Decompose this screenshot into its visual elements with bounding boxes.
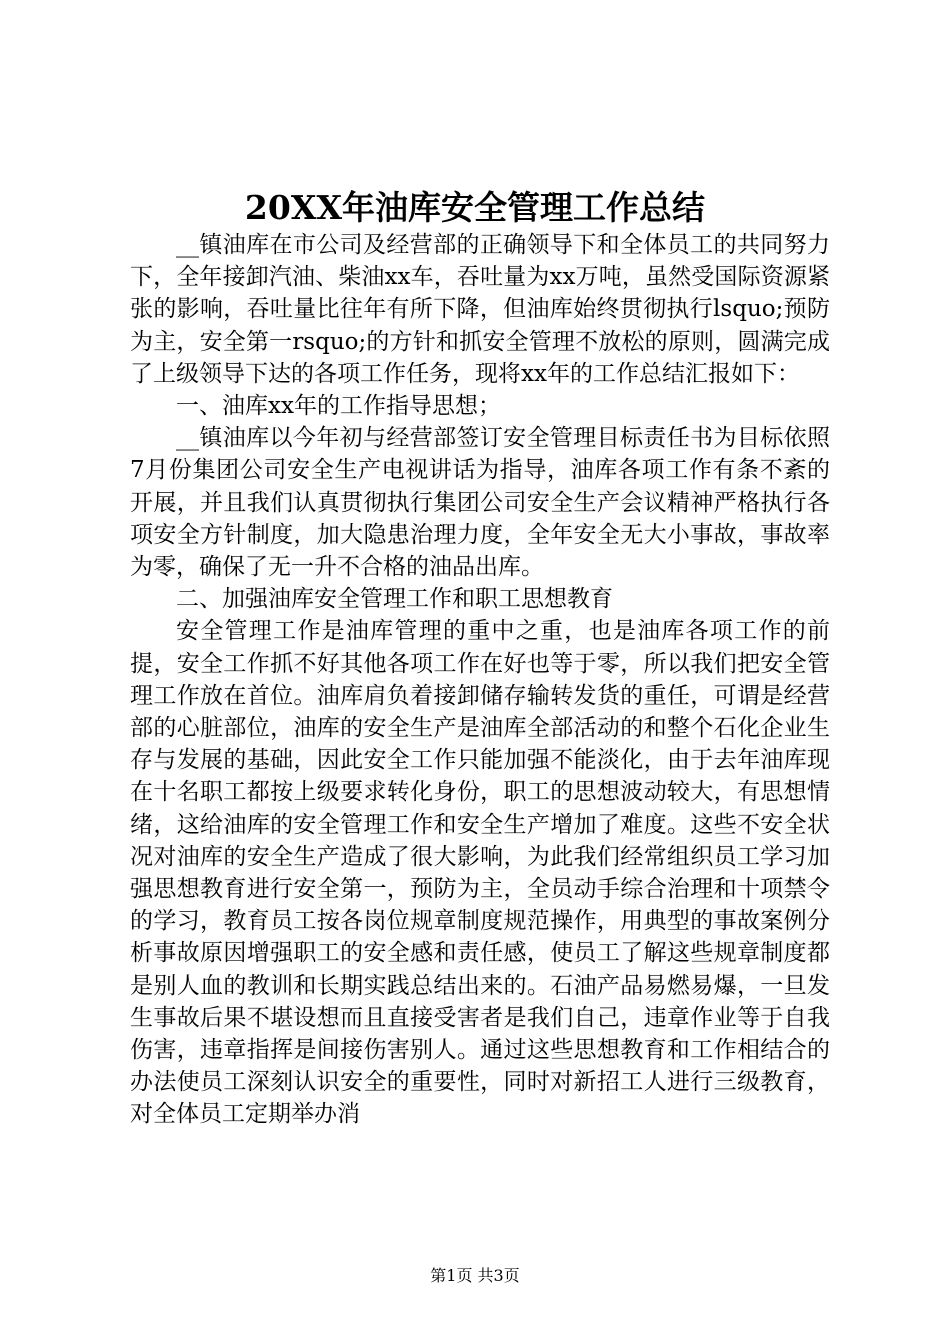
section-heading-2: 二、加强油库安全管理工作和职工思想教育 [176,586,613,613]
paragraph-section-1: __镇油库以今年初与经营部签订安全管理目标责任书为目标依照7月份集团公司安全生产电视讲话为指导，油库各项工作有条不紊的开展，并且我们认真贯彻执行集团公司安全生产会议精神严格执行各项安全方针制度，加大隐患治理力度，全年安全无大小事故，事故率为零，确保了无一升不合格的油品出库。 [130,425,830,581]
document-title: 20XX年油库安全管理工作总结 [244,188,706,227]
paragraph-section-2: 安全管理工作是油库管理的重中之重，也是油库各项工作的前提，安全工作抓不好其他各项工作在好也等于零，所以我们把安全管理工作放在首位。油库肩负着接卸储存输转发货的重任，可谓是经营部的心脏部位，油库的安全生产是油库全部活动的和整个石化企业生存与发展的基础，因此安全工作只能加强不能淡化，由于去年油库现在十名职工都按上级要求转化身份，职工的思想波动较大，有思想情绪，这给油库的安全管理工作和安全生产增加了难度。这些不安全状况对油库的安全生产造成了很大影响，为此我们经常组织员工学习加强思想教育进行安全第一，预防为主，全员动手综合治理和十项禁令的学习，教育员工按各岗位规章制度规范操作，用典型的事故案例分析事故原因增强职工的安全感和责任感，使员工了解这些规章制度都是别人血的教训和长期实践总结出来的。石油产品易燃易爆，一旦发生事故后果不堪设想而且直接受害者是我们自己，违章作业等于自我伤害，违章指挥是间接伤害别人。通过这些思想教育和工作相结合的办法使员工深刻认识安全的重要性，同时对新招工人进行三级教育，对全体员工定期举办消 [130,618,830,1128]
paragraph-intro: __镇油库在市公司及经营部的正确领导下和全体员工的共同努力下，全年接卸汽油、柴油xx车，吞吐量为xx万吨，虽然受国际资源紧张的影响，吞吐量比往年有所下降，但油库始终贯彻执行lsquo;预防为主，安全第一rsquo;的方针和抓安全管理不放松的原则，圆满完成了上级领导下达的各项工作任务，现将xx年的工作总结汇报如下： [130,232,830,387]
section-heading-1: 一、油库xx年的工作指导思想； [176,393,501,420]
document-body [130,229,830,1131]
page-number: 第1页 共3页 [430,1266,520,1285]
